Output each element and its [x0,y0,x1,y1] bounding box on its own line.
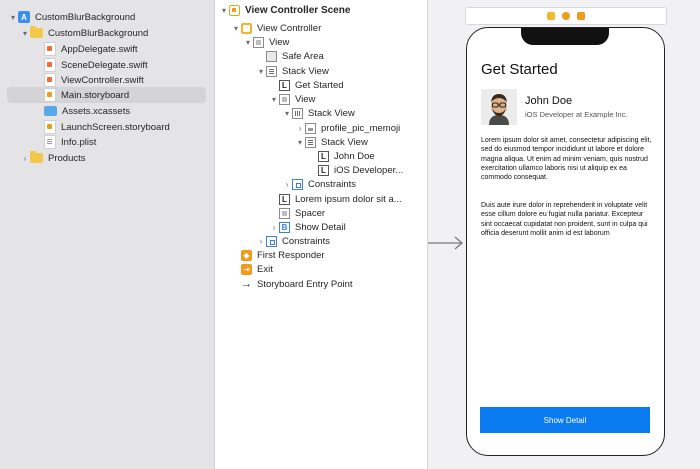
label-icon: L [318,165,329,176]
disclosure-closed-icon[interactable]: › [259,236,263,246]
navigator-item-project[interactable] [8,9,135,25]
disclosure-closed-icon[interactable]: › [298,123,302,133]
storyboard-file-icon [44,120,56,134]
stack-view-vertical-icon [305,137,316,148]
constraints-icon [292,179,303,190]
view-icon [279,208,290,219]
disclosure-open-icon[interactable]: ▾ [258,66,263,76]
label-icon: L [318,151,329,162]
navigator-item-label: CustomBlurBackground [35,11,136,23]
navigator-item-viewcontroller[interactable] [34,72,144,88]
avatar-memoji[interactable] [481,89,517,125]
project-icon: A [18,11,30,23]
assets-folder-icon [44,106,57,116]
memoji-icon [481,89,517,125]
swift-file-icon [44,58,56,72]
outline-item-label: Safe Area [282,50,324,62]
outline-item-label: Stack View [321,136,368,148]
outline-item-entry-point[interactable] [231,276,353,292]
view-icon [253,37,264,48]
navigator-item-label: ViewController.swift [61,74,144,86]
swift-file-icon [44,42,56,56]
navigator-item-label: CustomBlurBackground [48,27,149,39]
outline-item-exit[interactable] [231,261,273,277]
safe-area-icon [266,51,277,62]
navigator-item-main-storyboard[interactable] [7,87,206,103]
show-detail-button[interactable]: Show Detail [480,407,650,433]
navigator-item-label: SceneDelegate.swift [61,59,148,71]
navigator-item-label: Products [48,152,86,164]
outline-item-label: View Controller Scene [245,4,351,16]
plist-file-icon [44,135,56,149]
body-paragraph-2[interactable]: Duis aute irure dolor in reprehenderit in voluptate velit esse cillum dolore eu fugiat nulla pariatur. Excepteur sint occaecat cupidatat non proident, sunt in culpa qui officia deserunt mollit anim id est laborum [481,202,648,237]
disclosure-open-icon[interactable]: ▾ [221,5,226,15]
outline-item-safe-area[interactable] [256,48,324,64]
profile-name[interactable]: John Doe [525,95,573,107]
folder-icon [30,153,43,163]
storyboard-entry-arrow-icon[interactable] [428,236,464,250]
document-outline [215,0,428,469]
outline-item-label: First Responder [257,249,325,261]
label-icon: L [279,194,290,205]
outline-item-label: Exit [257,263,273,275]
profile-role[interactable]: iOS Developer at Example Inc. [525,110,628,119]
outline-item-label: profile_pic_memoji [321,122,401,134]
outline-item-label: Stack View [282,65,329,77]
navigator-item-label: Main.storyboard [61,89,130,101]
outline-item-label: John Doe [334,150,375,162]
constraints-icon [266,236,277,247]
navigator-item-label: AppDelegate.swift [61,43,138,55]
first-responder-icon: ◆ [241,250,252,261]
outline-item-label: View Controller [257,22,322,34]
navigator-item-launchscreen[interactable] [34,119,170,135]
outline-item-label: Spacer [295,207,326,219]
disclosure-open-icon[interactable]: ▾ [10,12,15,22]
outline-item-label: View [295,93,316,105]
outline-item-label: Constraints [282,235,331,247]
swift-file-icon [44,73,56,87]
disclosure-open-icon[interactable]: ▾ [22,28,27,38]
disclosure-closed-icon[interactable]: › [285,179,289,189]
outline-item-scene[interactable] [219,2,350,18]
scene-icon [229,5,240,16]
navigator-item-label: Info.plist [61,136,97,148]
outline-item-constraints[interactable] [282,176,356,192]
navigator-item-assets[interactable] [34,103,130,119]
outline-item-label: Storyboard Entry Point [257,278,353,290]
navigator-item-scenedelegate[interactable] [34,57,148,73]
navigator-item-products[interactable] [20,150,86,166]
outline-item-label: Lorem ipsum dolor sit a... [295,193,402,205]
view-icon [279,94,290,105]
outline-item-label: Constraints [308,178,357,190]
view-controller-icon[interactable] [547,12,555,20]
outline-item-label: Show Detail [295,221,346,233]
exit-icon: ⇥ [241,264,252,275]
navigator-item-label: Assets.xcassets [62,105,131,117]
stack-view-vertical-icon [266,66,277,77]
first-responder-icon[interactable] [562,12,570,20]
label-icon: L [279,80,290,91]
device-notch [521,27,609,45]
iphone-preview[interactable] [466,27,665,456]
disclosure-closed-icon[interactable]: › [272,222,276,232]
navigator-item-label: LaunchScreen.storyboard [61,121,170,133]
outline-item-label: Stack View [308,107,355,119]
disclosure-open-icon[interactable]: ▾ [284,108,289,118]
navigator-item-group[interactable] [20,25,148,41]
disclosure-open-icon[interactable]: ▾ [245,37,250,47]
navigator-item-appdelegate[interactable] [34,41,138,57]
body-paragraph-1[interactable]: Lorem ipsum dolor sit amet, consectetur adipiscing elit, sed do eiusmod tempor incididunt ut labore et dolore magna aliqua. Ut enim ad minim veniam, quis nostrud exercitation ullamco laboris nisi ut aliquip ex ea commodo consequat. [481,137,652,182]
project-navigator [0,0,215,469]
navigator-item-infoplist[interactable] [34,134,96,150]
outline-item-label: Get Started [295,79,344,91]
disclosure-closed-icon[interactable]: › [23,153,27,163]
storyboard-file-icon [44,88,56,102]
outline-item-label: View [269,36,290,48]
image-view-icon [305,123,316,134]
entry-arrow-icon: → [241,278,252,290]
storyboard-canvas[interactable] [428,0,700,469]
outline-item-stack-view[interactable] [282,105,355,121]
disclosure-open-icon[interactable]: ▾ [271,94,276,104]
view-controller-icon [241,23,252,34]
exit-icon[interactable] [577,12,585,20]
disclosure-open-icon[interactable]: ▾ [297,137,302,147]
disclosure-open-icon[interactable]: ▾ [233,23,238,33]
button-icon: B [279,222,290,233]
folder-icon [30,28,43,38]
scene-dock [465,7,667,25]
outline-item-label: iOS Developer... [334,164,404,176]
page-title[interactable]: Get Started [481,61,558,78]
stack-view-horizontal-icon [292,108,303,119]
